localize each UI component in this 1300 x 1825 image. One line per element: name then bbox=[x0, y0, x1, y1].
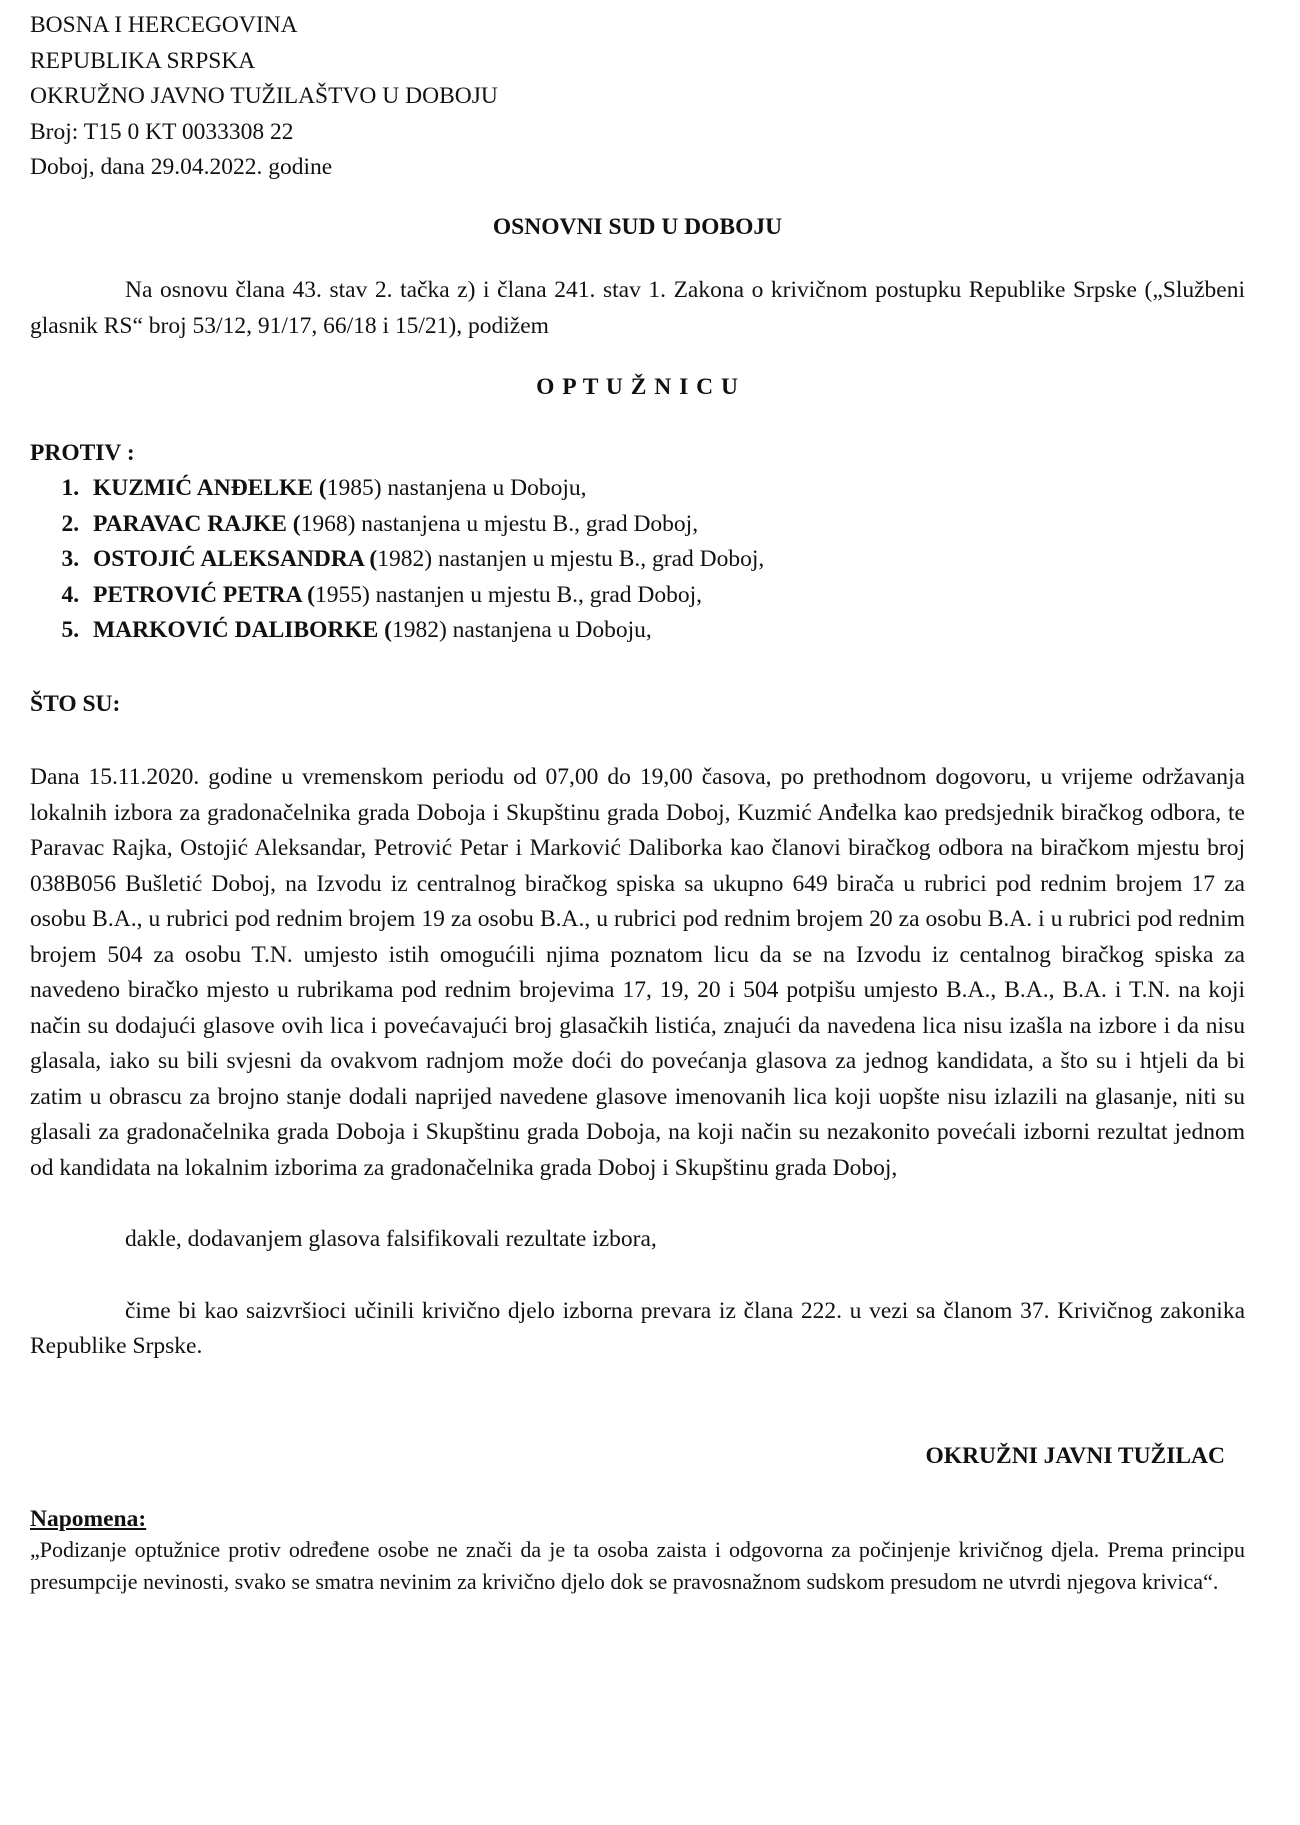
accused-name: KUZMIĆ ANĐELKE ( bbox=[93, 475, 327, 501]
accused-list bbox=[30, 471, 1245, 649]
prosecutor-signature: OKRUŽNI JAVNI TUŽILAC bbox=[925, 1442, 1225, 1469]
accused-item bbox=[85, 613, 1245, 649]
dakle-paragraph: dakle, dodavanjem glasova falsifikovali rezultate izbora, bbox=[125, 1226, 657, 1252]
legal-qualification-paragraph: čime bi kao saizvršioci učinili krivično djelo izborna prevara iz člana 222. u vezi sa članom 37. Krivičnog zakonika Republike Srpske. bbox=[30, 1297, 1245, 1359]
header-case-number: Broj: T15 0 KT 0033308 22 bbox=[30, 118, 294, 145]
protiv-label: PROTIV : bbox=[30, 439, 135, 466]
accused-item bbox=[85, 578, 1245, 614]
note-title: Napomena: bbox=[30, 1506, 147, 1532]
document-header bbox=[30, 8, 1245, 186]
accused-name: MARKOVIĆ DALIBORKE ( bbox=[93, 617, 392, 643]
accused-item bbox=[85, 507, 1245, 543]
note-section bbox=[30, 1504, 1245, 1598]
accused-item bbox=[85, 542, 1245, 578]
accused-details: 1982) nastanjena u Doboju, bbox=[391, 617, 652, 643]
accused-name: OSTOJIĆ ALEKSANDRA ( bbox=[93, 546, 378, 572]
accused-details: 1982) nastanjen u mjestu B., grad Doboj, bbox=[377, 546, 765, 572]
intro-paragraph: Na osnovu člana 43. stav 2. tačka z) i člana 241. stav 1. Zakona o krivičnom postupku Republike Srpske („Službeni glasnik RS“ broj 53/12, 91/17, 66/18 i 15/21), podižem bbox=[30, 277, 1245, 339]
facts-paragraph: Dana 15.11.2020. godine u vremenskom periodu od 07,00 do 19,00 časova, po prethodnom dogovoru, u vrijeme održavanja lokalnih izbora za gradonačelnika grada Doboja i Skupštinu grada Doboj, Kuzmić Anđelka kao predsjednik biračkog odbora, te Paravac Rajka, Ostojić Aleksandar, Petrović Petar i Marković Daliborka kao članovi biračkog odbora na biračkom mjestu broj 038B056 Bušletić Doboj, na Izvodu iz centralnog biračkog spiska sa ukupno 649 birača u rubrici pod rednim brojem 17 za osobu B.A., u rubrici pod rednim brojem 19 za osobu B.A., u rubrici pod rednim brojem 20 za osobu B.A. i u rubrici pod rednim brojem 504 za osobu T.N. umjesto istih omogućili njima poznatom licu da se na Izvodu iz centalnog biračkog spiska za navedeno biračko mjesto u rubrikama pod rednim brojevima 17, 19, 20 i 504 potpišu umjesto B.A., B.A., B.A. i T.N. na koji način su dodajući glasove ovih lica i povećavajući broj glasačkih listića, znajući da navedena lica nisu izašla na izbore i da nisu glasala, iako su bili svjesni da ovakvom radnjom može doći do povećanja glasova za jednog kandidata, a što su i htjeli da bi zatim u obrascu za brojno stanje dodali naprijed navedene glasove imenovanih lica koji uopšte nisu izlazili na glasanje, niti su glasali za gradonačelnika grada Doboja i Skupštinu grada Doboja, na koji način su nezakonito povećali izborni rezultat jednom od kandidata na lokalnim izborima za gradonačelnika grada Doboj i Skupštinu grada Doboj, bbox=[30, 764, 1245, 1181]
indictment-document bbox=[30, 8, 1245, 1598]
note-text: „Podizanje optužnice protiv određene osobe ne znači da je ta osoba zaista i odgovorna za počinjenje krivičnog djela. Prema principu presumpcije nevinosti, svako se smatra nevinim za krivično djelo dok se pravosnažnom sudskom presudom ne utvrdi njegova krivica“. bbox=[30, 1537, 1245, 1594]
accused-item bbox=[85, 471, 1245, 507]
document-title: O P T U Ž N I C U bbox=[536, 374, 739, 400]
court-title: OSNOVNI SUD U DOBOJU bbox=[492, 213, 783, 240]
sto-su-label: ŠTO SU: bbox=[30, 690, 121, 717]
header-entity: REPUBLIKA SRPSKA bbox=[30, 47, 256, 74]
header-country: BOSNA I HERCEGOVINA bbox=[30, 12, 298, 38]
accused-details: 1985) nastanjena u Doboju, bbox=[326, 475, 587, 501]
accused-name: PETROVIĆ PETRA ( bbox=[93, 581, 315, 608]
header-date: Doboj, dana 29.04.2022. godine bbox=[30, 154, 333, 180]
accused-details: 1955) nastanjen u mjestu B., grad Doboj, bbox=[314, 581, 703, 608]
accused-details: 1968) nastanjena u mjestu B., grad Doboj, bbox=[300, 510, 699, 537]
header-office: OKRUŽNO JAVNO TUŽILAŠTVO U DOBOJU bbox=[30, 83, 498, 109]
accused-name: PARAVAC RAJKE ( bbox=[93, 510, 301, 537]
